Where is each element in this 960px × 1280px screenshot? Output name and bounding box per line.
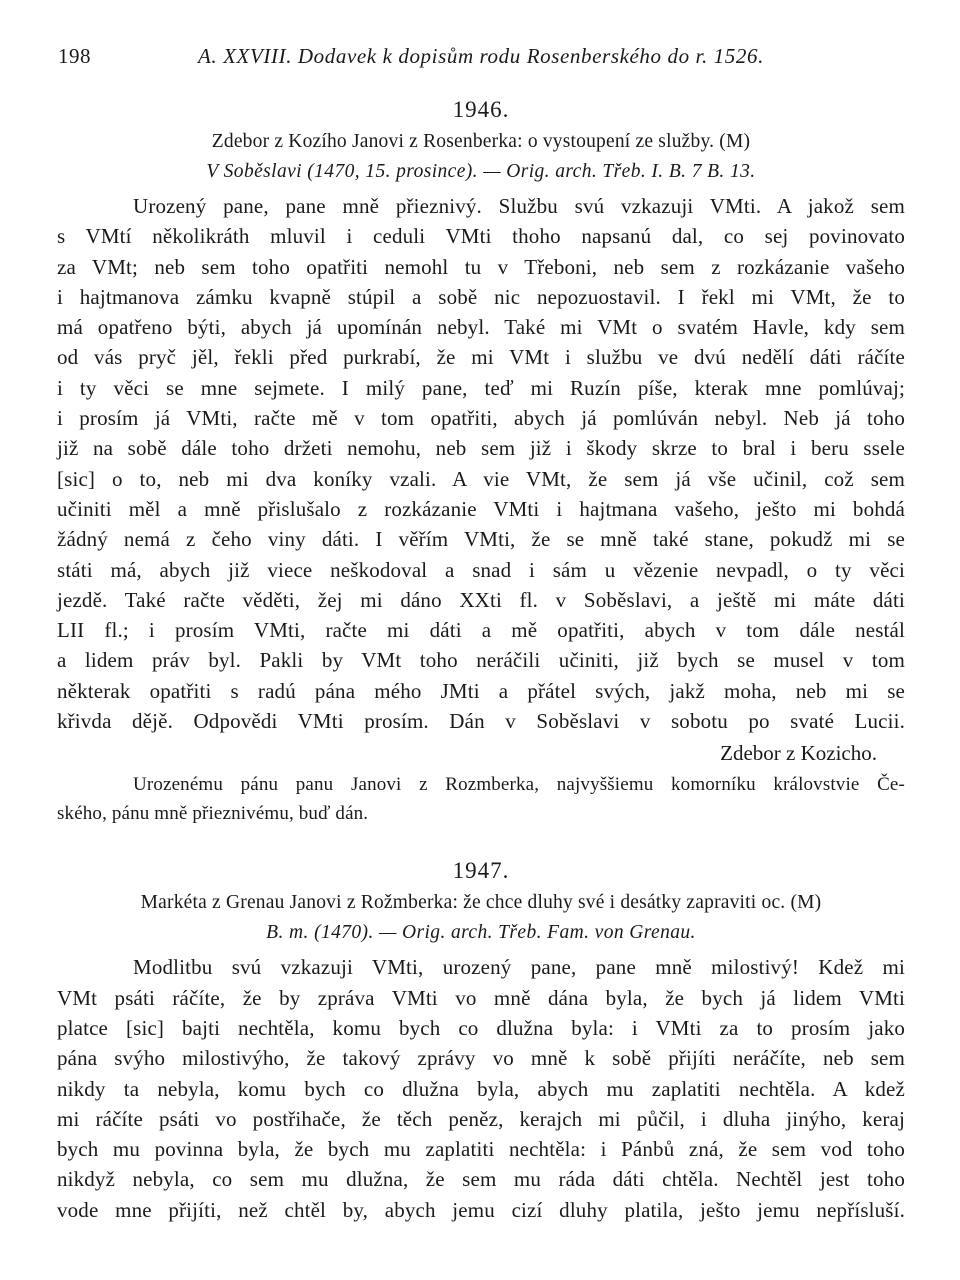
document-number: 1947. — [452, 858, 510, 884]
body-line: pána svýho milostivýho, že takový zprávy vo mně k sobě přijíti neráčíte, neb sem — [57, 1046, 905, 1071]
body-line: učiniti měl a mně přislušalo z rozkázanie VMti i hajtmana vašeho, ješto mi bohdá — [57, 496, 905, 521]
body-line: od vás pryč jěl, řekli před purkrabí, že mi VMt i službu ve dvú nedělí dáti ráčíte — [57, 345, 905, 370]
document-heading: Zdebor z Kozího Janovi z Rosenberka: o vystoupení ze služby. (M) — [211, 131, 751, 152]
body-line: za VMt; neb sem toho opatřiti nemohl tu v Třeboni, neb sem z rozkázanie vašeho — [57, 254, 905, 279]
body-line: LII fl.; i prosím VMti, račte mi dáti a mě opatřiti, abych v tom dále nestál — [57, 618, 905, 643]
document-date-source: V Soběslavi (1470, 15. prosince). — Orig. arch. Třeb. I. B. 7 B. 13. — [206, 161, 756, 182]
body-line: jezdě. Také račte věděti, žej mi dáno XXti fl. v Soběslavi, a ještě mi máte dáti — [57, 587, 905, 612]
body-line: s VMtí několikráth mluvil i ceduli VMti thoho napsanú dal, co sej povinovato — [57, 224, 905, 249]
address-line: Urozenému pánu panu Janovi z Rozmberka, najvyššiemu komorníku královstvie Če- — [133, 774, 905, 796]
document-heading: Markéta z Grenau Janovi z Rožmberka: že chce dluhy své i desátky zapraviti oc. (M) — [140, 892, 822, 914]
body-line: bych mu povinna byla, že bych mu zaplatiti nechtěla: i Pánbů zná, že sem vod toho — [57, 1137, 905, 1162]
body-line: Urozený pane, pane mně přieznivý. Službu svú vzkazuji VMti. A jakož sem — [133, 194, 905, 218]
running-head — [58, 44, 904, 74]
document-number: 1946. — [452, 97, 510, 122]
section-gap — [57, 828, 905, 854]
body-line: již na sobě dále toho držeti nemohu, neb sem již i škody skrze to bral i beru ssele — [57, 436, 905, 461]
body-line: platce [sic] bajti nechtěla, komu bych co dlužna byla: i VMti za to prosím jako — [57, 1015, 905, 1040]
body-line: mi ráčíte psáti vo postřihače, že těch peněz, kerajch mi půčil, i dluha jinýho, keraj — [57, 1106, 905, 1131]
body-line: nikdyž nebyla, co sem mu dlužna, že sem mu ráda dáti chtěla. Nechtěl jest toho — [57, 1167, 905, 1192]
body-line: Modlitbu svú vzkazuji VMti, urozený pane, pane mně milostivý! Kdež mi — [133, 955, 905, 980]
address-line: ského, pánu mně přieznivému, buď dán. — [57, 803, 369, 825]
letter-address — [57, 770, 905, 828]
document-body — [57, 952, 905, 1225]
body-line: i prosím já VMti, račte mě v tom opatřiti, abych já pomlúván nebyl. Neb já toho — [57, 406, 905, 431]
running-title: A. XXVIII. Dodavek k dopisům rodu Rosenberského do r. 1526. — [198, 44, 764, 68]
document-body — [57, 191, 905, 736]
body-line: některak opatřiti s radú pána mého JMti a přátel svých, jakž moha, neb mi se — [57, 678, 905, 703]
body-line: i hajtmanova zámku kvapně stúpil a sobě nic nepozuostavil. I řekl mi VMt, že to — [57, 284, 905, 309]
page-number: 198 — [58, 44, 91, 68]
body-line: vode mne přijíti, než chtěl by, abych jemu cizí dluhy platila, ješto jemu nepřísluší. — [57, 1197, 905, 1222]
body-line: křivda dějě. Odpovědi VMti prosím. Dán v Soběslavi v sobotu po svaté Lucii. — [57, 709, 905, 734]
body-line: státi má, abych již viece neškodoval a snad i sám u vězenie nevpadl, o ty věci — [57, 557, 905, 582]
body-line: a lidem práv byl. Pakli by VMt toho neráčili učiniti, již bych se musel v tom — [57, 648, 905, 673]
document-date-source: B. m. (1470). — Orig. arch. Třeb. Fam. von Grenau. — [266, 922, 696, 944]
body-line: VMt psáti ráčíte, že by zpráva VMti vo mně dána byla, že bych já lidem VMti — [57, 985, 905, 1010]
page-content — [57, 93, 905, 1225]
body-line: žádný nemá z čeho viny dáti. I věřím VMti, že se mně také stane, pokudž mi se — [57, 527, 905, 552]
signature: Zdebor z Kozicho. — [720, 741, 877, 766]
body-line: i ty věci se mne sejmete. I milý pane, teď mi Ruzín píše, kterak mne pomlúvaj; — [57, 375, 905, 400]
body-line: má opatřeno býti, abych já upomínán nebyl. Také mi VMt o svatém Havle, kdy sem — [57, 315, 905, 340]
document-1946 — [57, 93, 905, 828]
document-1947 — [57, 854, 905, 1225]
body-line: [sic] o to, neb mi dva koníky vzali. A vie VMt, že sem já vše učinil, což sem — [57, 466, 905, 491]
body-line: nikdy ta nebyla, komu bych co dlužna byla, abych mu zaplatiti nechtěla. A kdež — [57, 1076, 905, 1101]
